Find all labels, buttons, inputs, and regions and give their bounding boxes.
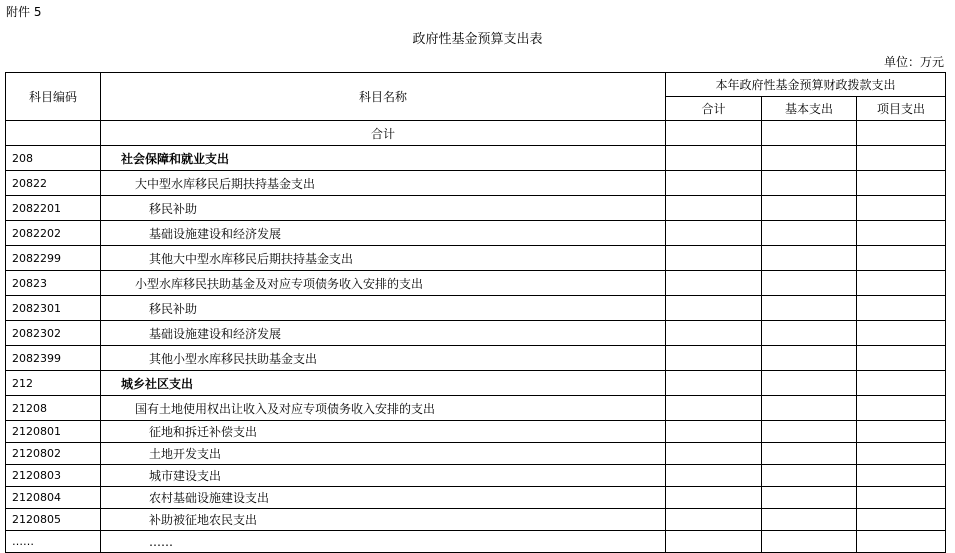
basic-cell xyxy=(762,296,857,321)
name-cell: 基础设施建设和经济发展 xyxy=(101,221,666,246)
code-cell: 2082301 xyxy=(6,296,101,321)
total-cell xyxy=(666,196,762,221)
basic-cell xyxy=(762,465,857,487)
total-cell xyxy=(666,371,762,396)
name-cell: 征地和拆迁补偿支出 xyxy=(101,421,666,443)
project-cell xyxy=(857,296,946,321)
total-project xyxy=(857,121,946,146)
unit-label: 单位：万元 xyxy=(883,55,944,69)
basic-cell xyxy=(762,487,857,509)
total-cell xyxy=(666,531,762,553)
total-cell xyxy=(666,465,762,487)
total-cell xyxy=(666,221,762,246)
header-basic: 基本支出 xyxy=(762,97,857,121)
name-cell: 基础设施建设和经济发展 xyxy=(101,321,666,346)
total-cell xyxy=(666,487,762,509)
table-row xyxy=(6,396,946,421)
name-cell: 补助被征地农民支出 xyxy=(101,509,666,531)
project-cell xyxy=(857,509,946,531)
basic-cell xyxy=(762,531,857,553)
table-row xyxy=(6,443,946,465)
name-cell: 城乡社区支出 xyxy=(101,371,666,396)
total-cell xyxy=(666,396,762,421)
basic-cell xyxy=(762,396,857,421)
table-row xyxy=(6,421,946,443)
total-cell xyxy=(666,146,762,171)
table-row xyxy=(6,321,946,346)
total-cell xyxy=(666,246,762,271)
code-cell: 212 xyxy=(6,371,101,396)
total-cell xyxy=(666,346,762,371)
code-cell: 2120803 xyxy=(6,465,101,487)
table-row xyxy=(6,346,946,371)
total-cell xyxy=(666,271,762,296)
name-cell: …… xyxy=(101,531,666,553)
code-cell: 2082202 xyxy=(6,221,101,246)
basic-cell xyxy=(762,271,857,296)
basic-cell xyxy=(762,509,857,531)
code-cell: 2082302 xyxy=(6,321,101,346)
total-label: 合计 xyxy=(101,121,666,146)
code-cell: 2082399 xyxy=(6,346,101,371)
project-cell xyxy=(857,196,946,221)
code-cell: 20823 xyxy=(6,271,101,296)
basic-cell xyxy=(762,346,857,371)
total-code xyxy=(6,121,101,146)
project-cell xyxy=(857,443,946,465)
name-cell: 小型水库移民扶助基金及对应专项债务收入安排的支出 xyxy=(101,271,666,296)
total-cell xyxy=(666,321,762,346)
code-cell: 2120802 xyxy=(6,443,101,465)
table-row xyxy=(6,221,946,246)
name-cell: 其他小型水库移民扶助基金支出 xyxy=(101,346,666,371)
basic-cell xyxy=(762,246,857,271)
budget-table xyxy=(5,72,946,553)
name-cell: 土地开发支出 xyxy=(101,443,666,465)
code-cell: 2082299 xyxy=(6,246,101,271)
total-cell xyxy=(666,296,762,321)
project-cell xyxy=(857,246,946,271)
header-total: 合计 xyxy=(666,97,762,121)
project-cell xyxy=(857,321,946,346)
basic-cell xyxy=(762,196,857,221)
table-row xyxy=(6,146,946,171)
table-row xyxy=(6,487,946,509)
project-cell xyxy=(857,221,946,246)
table-row xyxy=(6,371,946,396)
name-cell: 社会保障和就业支出 xyxy=(101,146,666,171)
total-cell xyxy=(666,509,762,531)
code-cell: 2120804 xyxy=(6,487,101,509)
code-cell: 21208 xyxy=(6,396,101,421)
total-cell xyxy=(666,171,762,196)
page-title: 政府性基金预算支出表 xyxy=(412,32,543,47)
project-cell xyxy=(857,146,946,171)
code-cell: 2082201 xyxy=(6,196,101,221)
basic-cell xyxy=(762,371,857,396)
table-row xyxy=(6,465,946,487)
basic-cell xyxy=(762,443,857,465)
total-row xyxy=(6,121,946,146)
name-cell: 农村基础设施建设支出 xyxy=(101,487,666,509)
basic-cell xyxy=(762,421,857,443)
code-cell: 2120805 xyxy=(6,509,101,531)
table-row xyxy=(6,271,946,296)
project-cell xyxy=(857,346,946,371)
attachment-label: 附件 5 xyxy=(6,5,42,19)
total-cell xyxy=(666,421,762,443)
project-cell xyxy=(857,396,946,421)
table-row xyxy=(6,296,946,321)
table-row xyxy=(6,171,946,196)
name-cell: 城市建设支出 xyxy=(101,465,666,487)
project-cell xyxy=(857,531,946,553)
name-cell: 大中型水库移民后期扶持基金支出 xyxy=(101,171,666,196)
table-row xyxy=(6,531,946,553)
code-cell: 208 xyxy=(6,146,101,171)
code-cell: 2120801 xyxy=(6,421,101,443)
basic-cell xyxy=(762,171,857,196)
name-cell: 其他大中型水库移民后期扶持基金支出 xyxy=(101,246,666,271)
name-cell: 移民补助 xyxy=(101,196,666,221)
header-code: 科目编码 xyxy=(6,73,101,121)
total-basic xyxy=(762,121,857,146)
project-cell xyxy=(857,421,946,443)
header-group: 本年政府性基金预算财政拨款支出 xyxy=(666,73,946,97)
basic-cell xyxy=(762,146,857,171)
total-sum xyxy=(666,121,762,146)
code-cell: …… xyxy=(6,531,101,553)
header-project: 项目支出 xyxy=(857,97,946,121)
name-cell: 移民补助 xyxy=(101,296,666,321)
name-cell: 国有土地使用权出让收入及对应专项债务收入安排的支出 xyxy=(101,396,666,421)
table-row xyxy=(6,246,946,271)
basic-cell xyxy=(762,321,857,346)
header-name: 科目名称 xyxy=(101,73,666,121)
project-cell xyxy=(857,271,946,296)
total-cell xyxy=(666,443,762,465)
table-row xyxy=(6,509,946,531)
table-row xyxy=(6,196,946,221)
project-cell xyxy=(857,487,946,509)
basic-cell xyxy=(762,221,857,246)
project-cell xyxy=(857,371,946,396)
code-cell: 20822 xyxy=(6,171,101,196)
project-cell xyxy=(857,465,946,487)
project-cell xyxy=(857,171,946,196)
